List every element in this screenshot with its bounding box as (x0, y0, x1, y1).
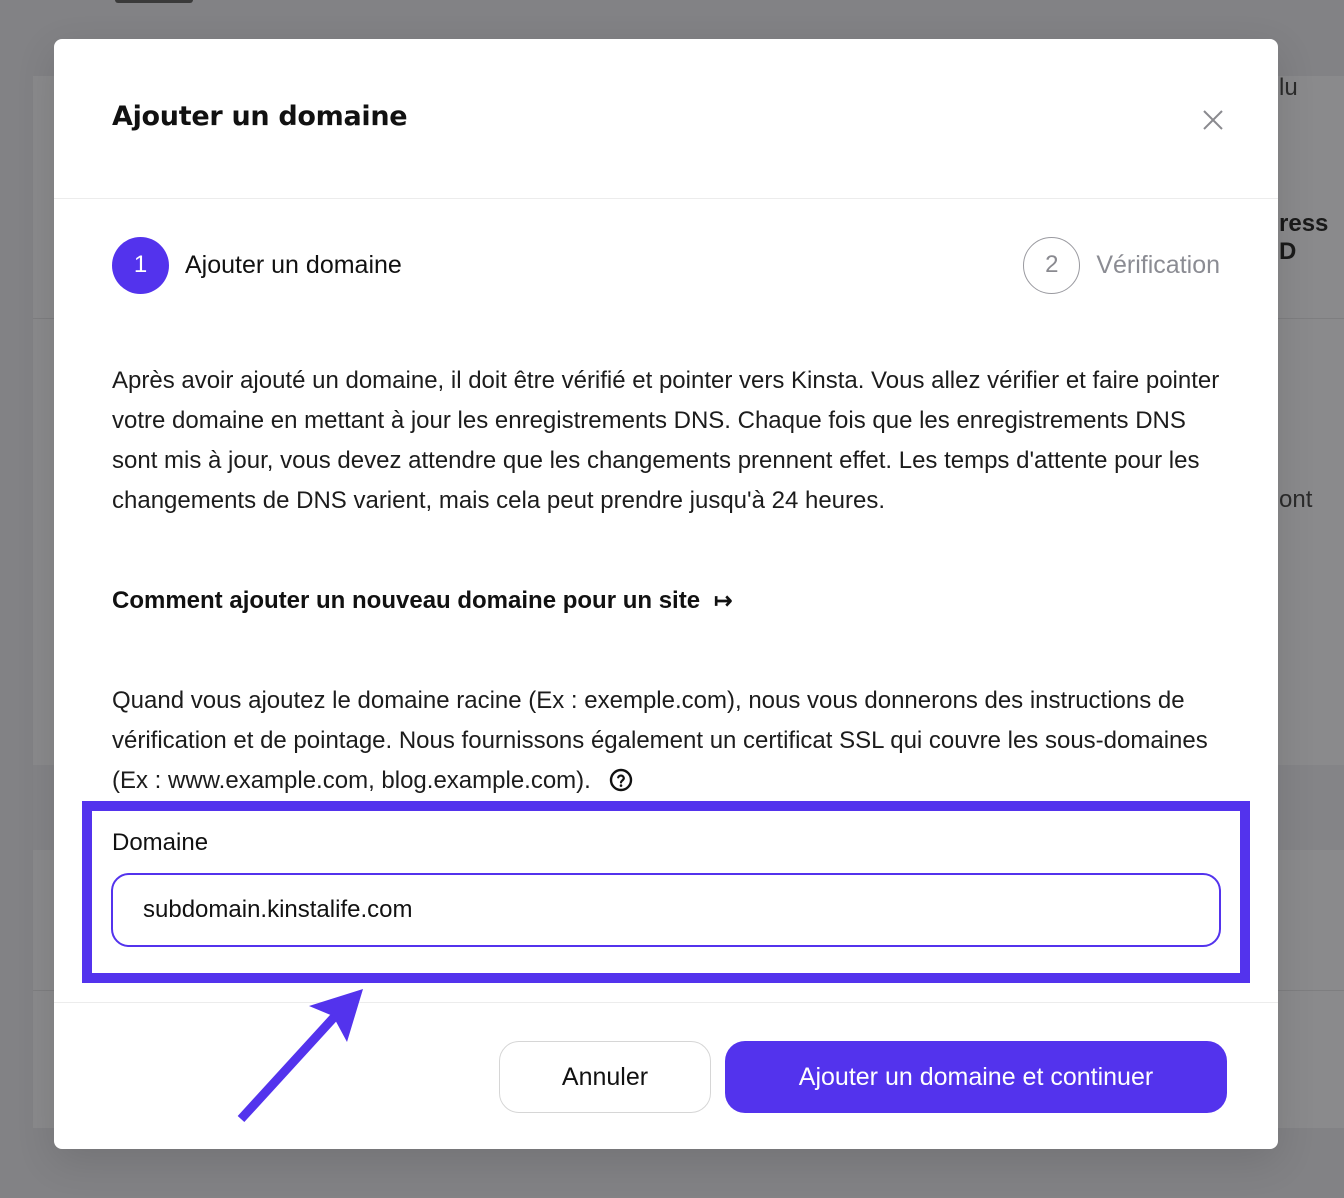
background-handle (115, 0, 193, 3)
background-text: ont (1279, 486, 1313, 513)
stepper (112, 236, 1220, 294)
close-icon (1200, 107, 1226, 133)
modal-header (54, 39, 1278, 199)
background-text: lu (1279, 74, 1298, 101)
close-button[interactable] (1200, 107, 1226, 133)
annotation-arrow-icon (229, 984, 379, 1129)
root-domain-info (112, 681, 1232, 801)
verification-description: Après avoir ajouté un domaine, il doit être vérifié et pointer vers Kinsta. Vous allez vérifier et faire pointer votre domaine en mettant à jour les enregistrements DNS. Chaque fois que les enregistrements DNS sont mis à jour, vous devez attendre que les changements prennent effet. Les temps d'attente pour les changements de DNS varient, mais cela peut prendre jusqu'à 24 heures. (112, 367, 1220, 514)
add-domain-continue-button[interactable]: Ajouter un domaine et continuer (725, 1041, 1227, 1113)
external-arrow-icon: ↦ (714, 588, 733, 613)
domain-field-label: Domaine (112, 829, 209, 856)
background-text: ress D (1279, 210, 1329, 265)
step-add-domain (112, 236, 402, 294)
step-label: Ajouter un domaine (185, 250, 402, 279)
domain-input[interactable] (111, 873, 1221, 947)
cancel-button[interactable]: Annuler (499, 1041, 711, 1113)
help-link-add-domain[interactable] (112, 587, 732, 615)
modal-title: Ajouter un domaine (112, 101, 408, 132)
step-number-badge: 2 (1023, 237, 1080, 294)
step-label: Vérification (1096, 250, 1220, 279)
question-circle-icon[interactable] (609, 765, 633, 789)
help-link-label: Comment ajouter un nouveau domaine pour un site (112, 587, 701, 614)
add-domain-modal (54, 39, 1278, 1149)
step-verification (1023, 236, 1220, 294)
step-number-badge: 1 (112, 237, 169, 294)
root-domain-info-text: Quand vous ajoutez le domaine racine (Ex : exemple.com), nous vous donnerons des instructions de vérification et de pointage. Nous fournissons également un certificat SSL qui couvre les sous-domaines (Ex : www.example.com, blog.example.com). (112, 687, 1208, 794)
